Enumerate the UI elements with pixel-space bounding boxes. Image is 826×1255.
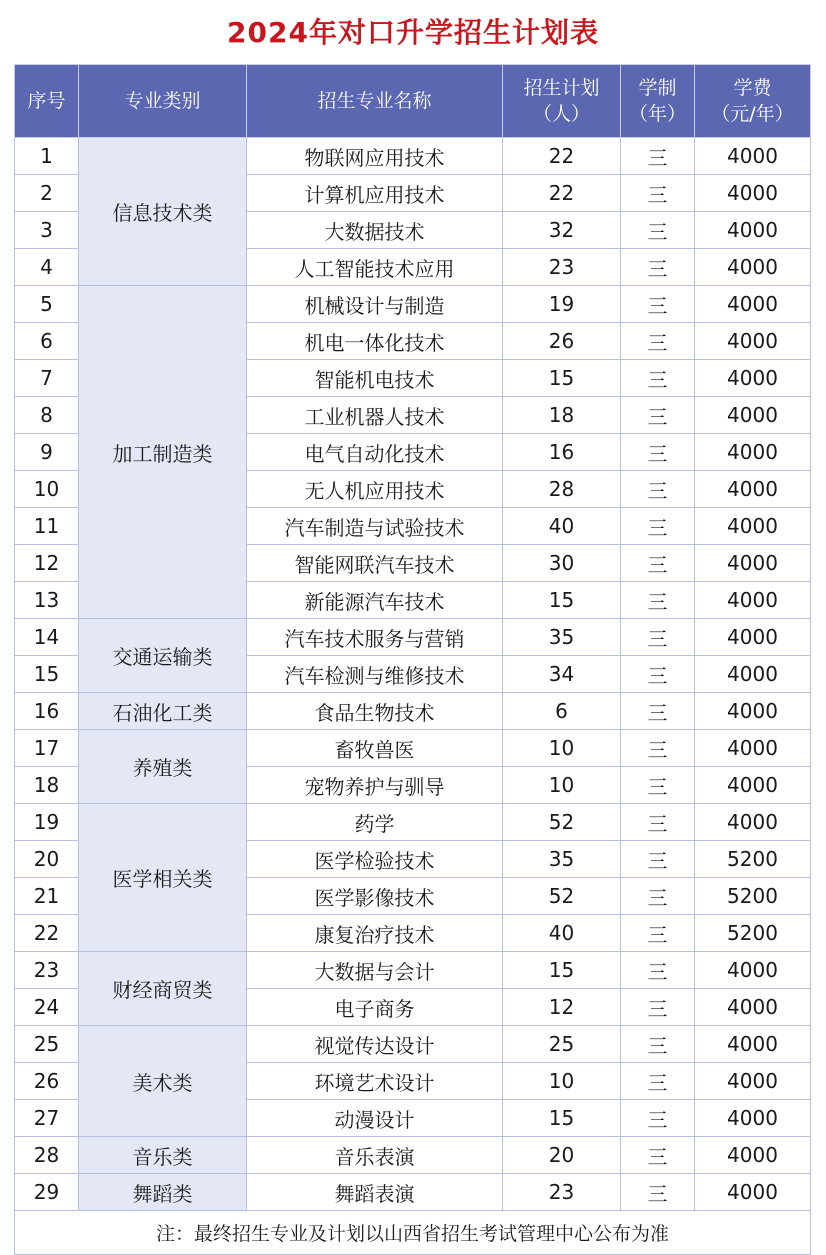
row-seq: 5	[15, 286, 79, 323]
row-years: 三	[621, 138, 695, 175]
row-plan: 52	[503, 804, 621, 841]
row-seq: 17	[15, 730, 79, 767]
category-cell: 医学相关类	[79, 804, 247, 952]
row-seq: 19	[15, 804, 79, 841]
row-fee: 5200	[695, 841, 811, 878]
row-fee: 4000	[695, 656, 811, 693]
row-fee: 4000	[695, 1026, 811, 1063]
row-plan: 12	[503, 989, 621, 1026]
table-row	[15, 619, 811, 656]
row-plan: 19	[503, 286, 621, 323]
row-plan: 18	[503, 397, 621, 434]
row-years: 三	[621, 397, 695, 434]
row-plan: 10	[503, 730, 621, 767]
category-cell: 财经商贸类	[79, 952, 247, 1026]
row-major: 畜牧兽医	[247, 730, 503, 767]
row-years: 三	[621, 508, 695, 545]
row-plan: 40	[503, 508, 621, 545]
row-years: 三	[621, 434, 695, 471]
row-major: 人工智能技术应用	[247, 249, 503, 286]
header-fee	[695, 65, 811, 138]
row-major: 食品生物技术	[247, 693, 503, 730]
row-major: 汽车技术服务与营销	[247, 619, 503, 656]
row-years: 三	[621, 767, 695, 804]
row-plan: 22	[503, 138, 621, 175]
row-major: 物联网应用技术	[247, 138, 503, 175]
row-seq: 27	[15, 1100, 79, 1137]
category-cell: 信息技术类	[79, 138, 247, 286]
row-seq: 29	[15, 1174, 79, 1211]
row-fee: 4000	[695, 989, 811, 1026]
row-plan: 23	[503, 1174, 621, 1211]
category-cell: 美术类	[79, 1026, 247, 1137]
row-plan: 10	[503, 767, 621, 804]
row-years: 三	[621, 582, 695, 619]
row-seq: 15	[15, 656, 79, 693]
table-row	[15, 1174, 811, 1211]
row-years: 三	[621, 1137, 695, 1174]
row-years: 三	[621, 619, 695, 656]
row-fee: 4000	[695, 545, 811, 582]
header-seq: 序号	[15, 65, 79, 138]
row-years: 三	[621, 360, 695, 397]
row-seq: 23	[15, 952, 79, 989]
row-major: 电气自动化技术	[247, 434, 503, 471]
row-fee: 4000	[695, 1063, 811, 1100]
row-seq: 21	[15, 878, 79, 915]
row-plan: 40	[503, 915, 621, 952]
row-seq: 18	[15, 767, 79, 804]
header-years	[621, 65, 695, 138]
row-major: 动漫设计	[247, 1100, 503, 1137]
row-major: 计算机应用技术	[247, 175, 503, 212]
row-major: 汽车制造与试验技术	[247, 508, 503, 545]
header-years-line1: 学制	[638, 77, 677, 99]
row-major: 智能网联汽车技术	[247, 545, 503, 582]
row-years: 三	[621, 471, 695, 508]
row-fee: 5200	[695, 878, 811, 915]
row-plan: 23	[503, 249, 621, 286]
row-seq: 9	[15, 434, 79, 471]
row-major: 新能源汽车技术	[247, 582, 503, 619]
category-cell: 交通运输类	[79, 619, 247, 693]
row-major: 机电一体化技术	[247, 323, 503, 360]
row-years: 三	[621, 952, 695, 989]
row-major: 大数据与会计	[247, 952, 503, 989]
row-fee: 4000	[695, 471, 811, 508]
table-row	[15, 730, 811, 767]
row-seq: 20	[15, 841, 79, 878]
row-plan: 10	[503, 1063, 621, 1100]
category-cell: 养殖类	[79, 730, 247, 804]
row-seq: 3	[15, 212, 79, 249]
row-fee: 4000	[695, 360, 811, 397]
row-years: 三	[621, 730, 695, 767]
row-fee: 4000	[695, 286, 811, 323]
table-header-row	[15, 65, 811, 138]
row-fee: 4000	[695, 767, 811, 804]
table-row	[15, 693, 811, 730]
table-row	[15, 804, 811, 841]
row-major: 音乐表演	[247, 1137, 503, 1174]
row-fee: 4000	[695, 1100, 811, 1137]
table-row	[15, 1026, 811, 1063]
row-fee: 4000	[695, 1137, 811, 1174]
header-years-line2: （年）	[628, 103, 686, 125]
row-years: 三	[621, 804, 695, 841]
row-plan: 15	[503, 952, 621, 989]
row-plan: 15	[503, 1100, 621, 1137]
row-plan: 30	[503, 545, 621, 582]
row-plan: 22	[503, 175, 621, 212]
row-years: 三	[621, 656, 695, 693]
row-fee: 4000	[695, 397, 811, 434]
row-seq: 26	[15, 1063, 79, 1100]
row-years: 三	[621, 1063, 695, 1100]
header-plan-line1: 招生计划	[523, 77, 600, 99]
row-fee: 4000	[695, 730, 811, 767]
row-major: 工业机器人技术	[247, 397, 503, 434]
header-major: 招生专业名称	[247, 65, 503, 138]
row-years: 三	[621, 878, 695, 915]
row-plan: 26	[503, 323, 621, 360]
row-major: 汽车检测与维修技术	[247, 656, 503, 693]
row-fee: 4000	[695, 952, 811, 989]
row-seq: 11	[15, 508, 79, 545]
row-plan: 34	[503, 656, 621, 693]
row-years: 三	[621, 915, 695, 952]
row-fee: 4000	[695, 434, 811, 471]
table-body	[15, 138, 811, 1211]
row-fee: 4000	[695, 508, 811, 545]
enrollment-plan-table	[14, 64, 811, 1255]
note-row	[15, 1211, 811, 1255]
row-seq: 14	[15, 619, 79, 656]
row-major: 大数据技术	[247, 212, 503, 249]
header-plan	[503, 65, 621, 138]
row-major: 视觉传达设计	[247, 1026, 503, 1063]
table-row	[15, 138, 811, 175]
row-plan: 35	[503, 619, 621, 656]
row-major: 康复治疗技术	[247, 915, 503, 952]
row-years: 三	[621, 693, 695, 730]
row-major: 药学	[247, 804, 503, 841]
row-plan: 32	[503, 212, 621, 249]
table-row	[15, 952, 811, 989]
row-fee: 4000	[695, 582, 811, 619]
row-major: 医学影像技术	[247, 878, 503, 915]
row-major: 电子商务	[247, 989, 503, 1026]
row-years: 三	[621, 1174, 695, 1211]
row-years: 三	[621, 841, 695, 878]
row-fee: 4000	[695, 323, 811, 360]
row-years: 三	[621, 249, 695, 286]
row-fee: 4000	[695, 249, 811, 286]
row-seq: 1	[15, 138, 79, 175]
category-cell: 舞蹈类	[79, 1174, 247, 1211]
row-major: 医学检验技术	[247, 841, 503, 878]
row-seq: 10	[15, 471, 79, 508]
row-seq: 24	[15, 989, 79, 1026]
row-years: 三	[621, 286, 695, 323]
row-fee: 4000	[695, 175, 811, 212]
header-plan-line2: （人）	[532, 103, 590, 125]
row-plan: 25	[503, 1026, 621, 1063]
row-major: 智能机电技术	[247, 360, 503, 397]
row-years: 三	[621, 323, 695, 360]
row-fee: 4000	[695, 212, 811, 249]
table-row	[15, 1137, 811, 1174]
row-major: 舞蹈表演	[247, 1174, 503, 1211]
category-cell: 石油化工类	[79, 693, 247, 730]
row-seq: 4	[15, 249, 79, 286]
row-plan: 20	[503, 1137, 621, 1174]
category-cell: 音乐类	[79, 1137, 247, 1174]
page-title: 2024年对口升学招生计划表	[227, 16, 599, 49]
row-years: 三	[621, 175, 695, 212]
row-seq: 28	[15, 1137, 79, 1174]
row-seq: 25	[15, 1026, 79, 1063]
row-seq: 22	[15, 915, 79, 952]
row-years: 三	[621, 989, 695, 1026]
row-plan: 15	[503, 360, 621, 397]
header-fee-line2: （元/年）	[711, 103, 794, 125]
row-years: 三	[621, 1100, 695, 1137]
row-plan: 16	[503, 434, 621, 471]
row-plan: 35	[503, 841, 621, 878]
row-major: 环境艺术设计	[247, 1063, 503, 1100]
table-row	[15, 286, 811, 323]
row-seq: 6	[15, 323, 79, 360]
row-major: 机械设计与制造	[247, 286, 503, 323]
row-seq: 2	[15, 175, 79, 212]
row-major: 宠物养护与驯导	[247, 767, 503, 804]
header-category: 专业类别	[79, 65, 247, 138]
row-years: 三	[621, 1026, 695, 1063]
row-seq: 12	[15, 545, 79, 582]
row-plan: 15	[503, 582, 621, 619]
row-plan: 52	[503, 878, 621, 915]
row-years: 三	[621, 545, 695, 582]
row-major: 无人机应用技术	[247, 471, 503, 508]
note-text: 注：最终招生专业及计划以山西省招生考试管理中心公布为准	[15, 1211, 811, 1255]
row-seq: 8	[15, 397, 79, 434]
row-fee: 4000	[695, 138, 811, 175]
header-fee-line1: 学费	[733, 77, 772, 99]
row-fee: 5200	[695, 915, 811, 952]
category-cell: 加工制造类	[79, 286, 247, 619]
row-plan: 28	[503, 471, 621, 508]
row-plan: 6	[503, 693, 621, 730]
row-seq: 16	[15, 693, 79, 730]
row-seq: 13	[15, 582, 79, 619]
row-seq: 7	[15, 360, 79, 397]
row-fee: 4000	[695, 619, 811, 656]
row-fee: 4000	[695, 804, 811, 841]
row-fee: 4000	[695, 693, 811, 730]
row-years: 三	[621, 212, 695, 249]
row-fee: 4000	[695, 1174, 811, 1211]
